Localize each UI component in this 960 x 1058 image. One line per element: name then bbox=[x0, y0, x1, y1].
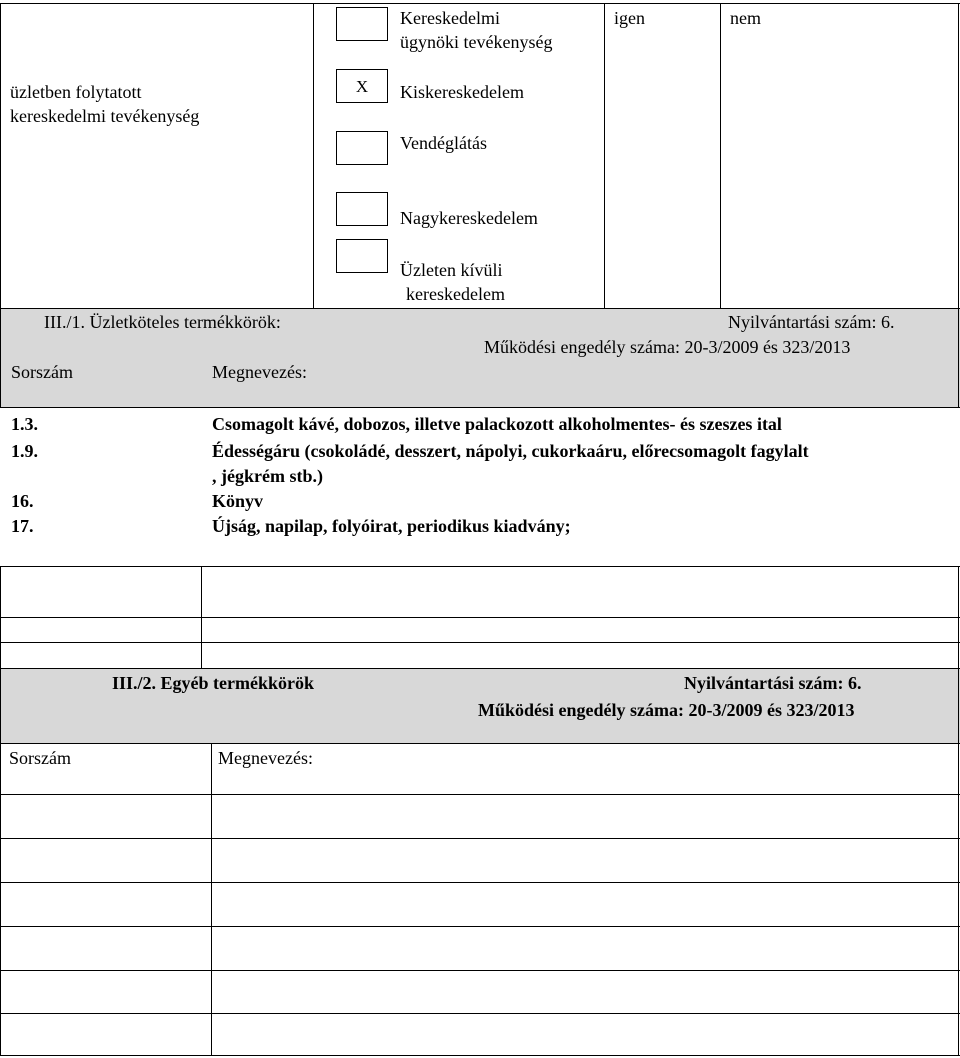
list-item-serial: 1.3. bbox=[11, 414, 38, 434]
list-item-name: Újság, napilap, folyóirat, periodikus kiadvány; bbox=[212, 516, 571, 536]
option-hospitality-label: Vendéglátás bbox=[400, 133, 487, 153]
section1-permit: Működési engedély száma: 20-3/2009 és 323/2013 bbox=[484, 337, 851, 357]
section1-col-name: Megnevezés: bbox=[212, 362, 307, 382]
option-wholesale-label: Nagykereskedelem bbox=[400, 208, 538, 228]
section2-col-serial: Sorszám bbox=[9, 748, 71, 768]
no-column-header: nem bbox=[730, 8, 761, 28]
section2-col-name: Megnevezés: bbox=[218, 748, 313, 768]
section2-title: III./2. Egyéb termékkörök bbox=[112, 673, 314, 693]
list-item-name: Csomagolt kávé, dobozos, illetve palackozott alkoholmentes- és szeszes ital bbox=[212, 414, 782, 434]
option-agent-label: Kereskedelmi ügynöki tevékenység bbox=[400, 8, 553, 52]
list-item-name-continued: , jégkrém stb.) bbox=[212, 466, 323, 486]
yes-column-header: igen bbox=[614, 8, 645, 28]
option-outside-store-label: Üzleten kívüli kereskedelem bbox=[400, 260, 505, 304]
option-agent-checkbox[interactable] bbox=[336, 7, 388, 41]
list-item-serial: 1.9. bbox=[11, 441, 38, 461]
section1-reg-number: Nyilvántartási szám: 6. bbox=[728, 312, 895, 332]
option-retail-label: Kiskereskedelem bbox=[400, 82, 524, 102]
list-item-serial: 17. bbox=[11, 516, 34, 536]
section2-reg-number: Nyilvántartási szám: 6. bbox=[684, 673, 862, 693]
section1-title: III./1. Üzletköteles termékkörök: bbox=[44, 312, 281, 332]
list-item-name: Könyv bbox=[212, 491, 264, 511]
section2-permit: Működési engedély száma: 20-3/2009 és 323/2013 bbox=[478, 700, 855, 720]
option-retail-checkbox[interactable]: X bbox=[336, 69, 388, 103]
list-item-name: Édességáru (csokoládé, desszert, nápolyi, cukorkaáru, előrecsomagolt fagylalt bbox=[212, 441, 809, 461]
activity-table bbox=[0, 0, 960, 308]
section1-col-serial: Sorszám bbox=[11, 362, 73, 382]
option-wholesale-checkbox[interactable] bbox=[336, 192, 388, 226]
list-item-serial: 16. bbox=[11, 491, 34, 511]
activity-label: üzletben folytatott kereskedelmi tevékenység bbox=[10, 82, 200, 126]
option-outside-store-checkbox[interactable] bbox=[336, 239, 388, 273]
option-hospitality-checkbox[interactable] bbox=[336, 131, 388, 165]
